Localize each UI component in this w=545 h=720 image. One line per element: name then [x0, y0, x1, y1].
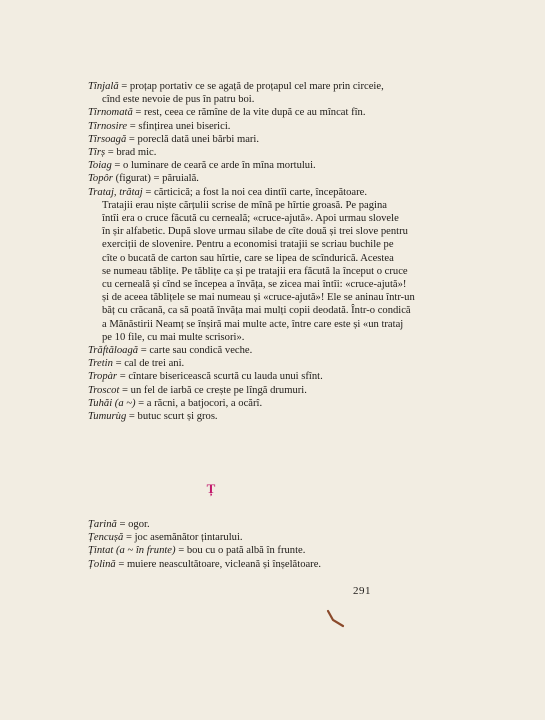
- ink-stroke: [328, 611, 343, 626]
- entry-term: Tumurùg: [88, 411, 127, 423]
- glossary-section-t: [88, 80, 415, 423]
- entry-continuation: cînd este nevoie de pus în patru boi.: [102, 94, 255, 106]
- entry-definition: = a răcni, a batjocori, a ocărî.: [135, 397, 263, 409]
- entry-term: Tretin: [88, 358, 113, 370]
- glossary-entry: [88, 186, 388, 199]
- glossary-entry: [88, 133, 388, 146]
- entry-definition: = un fel de iarbă ce crește pe lîngă drumuri.: [119, 384, 307, 396]
- glossary-entry: [88, 80, 388, 106]
- paragraph-line: a Mănăstirii Neamț se înșiră mai multe acte, între care este și «un trataj: [102, 318, 404, 330]
- glossary-entry: [88, 518, 388, 531]
- entry-term: Țencușă: [88, 532, 124, 544]
- entry-definition: = poreclă dată unei bărbi mari.: [126, 133, 260, 145]
- glossary-entry: [88, 344, 388, 357]
- entry-definition: (figurat) = păruială.: [112, 173, 199, 185]
- entry-term: Țarină: [88, 519, 117, 530]
- glossary-section-tz: [88, 518, 388, 571]
- entry-definition: = muiere neascultătoare, vicleană și înșelătoare.: [115, 558, 322, 570]
- paragraph-line: cîte o bucată de carton sau hîrtie, care se lipea de scîndurică. Acestea: [102, 252, 394, 264]
- glossary-entry: [88, 531, 388, 544]
- entry-definition: = rest, ceea ce rămîne de la vite după ce au mîncat fîn.: [132, 107, 366, 119]
- section-heading-letter: Ț: [206, 481, 216, 496]
- entry-term: Toiag: [88, 160, 112, 172]
- paragraph-line: cu cerneală și cînd se începea a învăța, se zicea mai întîi: «cruce-ajută»!: [102, 279, 407, 291]
- entry-definition: = brad mic.: [105, 147, 157, 159]
- glossary-entry: [88, 410, 388, 423]
- entry-definition: = sfințirea unei biserici.: [127, 120, 231, 132]
- entry-term: Tîrnosire: [88, 120, 128, 132]
- glossary-entry: [88, 397, 388, 410]
- paragraph-line: Tratajii erau niște cărțulii scrise de mînă pe hîrtie groasă. Pe pagina: [102, 199, 387, 211]
- glossary-entry: [88, 146, 388, 159]
- paragraph-line: pe 10 file, cu mai multe scrisori».: [102, 331, 245, 343]
- entry-term: Tropàr: [88, 371, 118, 383]
- glossary-entry: [88, 172, 388, 185]
- paragraph-line: întîi era o cruce făcută cu cerneală; «cruce-ajută». Apoi urmau slovele: [102, 213, 399, 225]
- paragraph-line: și de aceea tăblițele se mai numeau și «cruce-ajută»! Ele se aninau într-un: [102, 292, 415, 304]
- entry-term: Țolină: [88, 558, 116, 570]
- glossary-entry: [88, 544, 388, 557]
- paragraph-line: se numeau tăblițe. Pe tăblițe ca și pe tratajii era făcută la început o cruce: [102, 265, 408, 277]
- entry-definition: = ogor.: [116, 519, 150, 530]
- glossary-entry: [88, 370, 388, 383]
- entry-definition: = o luminare de ceară ce arde în mîna mortului.: [111, 160, 316, 172]
- entry-definition: = cărticică; a fost la noi cea dintîi carte, începătoare.: [142, 186, 367, 198]
- entry-definition: = carte sau condică veche.: [138, 345, 253, 357]
- paragraph-line: băț cu crăcană, ca să poată învăța mai mulți copii deodată. Într-o condică: [102, 305, 411, 317]
- entry-term: Topôr: [88, 173, 113, 185]
- glossary-entry: [88, 558, 388, 571]
- entry-definition: = proțap portativ ce se agață de proțapul cel mare prin circeie,: [118, 81, 384, 92]
- entry-term: Tîrnomată: [88, 107, 133, 119]
- paragraph-line: exerciții de slovenire. Pentru a economisi tratajii se scriau buchile pe: [102, 239, 394, 251]
- glossary-entry: [88, 106, 388, 119]
- paragraph-line: în șir alfabetic. După slove urmau silabe de cîte două și trei slove pentru: [102, 226, 408, 238]
- entry-definition: = bou cu o pată albă în frunte.: [175, 545, 306, 557]
- entry-term: Tînjală: [88, 81, 119, 92]
- entry-definition: = cîntare bisericească scurtă cu lauda unui sfînt.: [117, 371, 323, 383]
- entry-definition: = cal de trei ani.: [112, 358, 185, 370]
- ink-stroke-mark: [325, 608, 347, 630]
- entry-term: Trăftăloagă: [88, 345, 139, 357]
- entry-term: Troscot: [88, 384, 120, 396]
- glossary-entry: [88, 159, 388, 172]
- glossary-entry: [88, 384, 388, 397]
- trataj-explanation-paragraph: [88, 199, 415, 344]
- page-number: 291: [353, 585, 371, 597]
- entry-term: Țintat (a ~ în frunte): [88, 545, 176, 557]
- entry-definition: = joc asemănător țintarului.: [123, 532, 243, 544]
- entry-term: Tîrsoagă: [88, 133, 127, 145]
- entry-term: Tuhăi (a ~): [88, 397, 136, 409]
- glossary-entry: [88, 120, 388, 133]
- glossary-entry: [88, 357, 388, 370]
- entry-term: Trataj, trătaj: [88, 186, 143, 198]
- entry-term: Tîrș: [88, 147, 106, 159]
- entry-definition: = butuc scurt și gros.: [126, 411, 218, 423]
